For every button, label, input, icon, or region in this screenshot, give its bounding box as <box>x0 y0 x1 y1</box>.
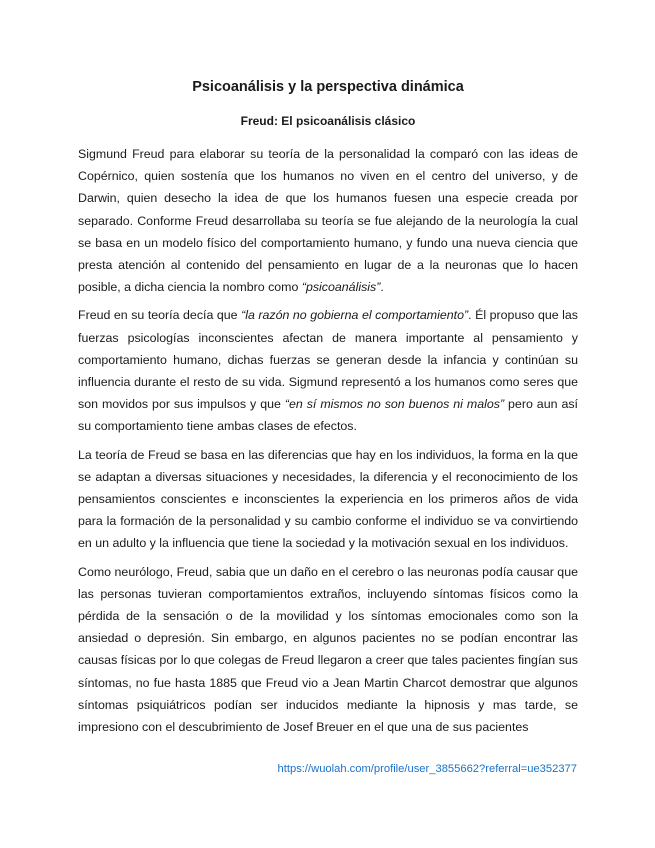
paragraph-4-part-1: Como neurólogo, Freud, sabia que un daño en el cerebro o las neuronas podía causar que las personas tuvieran comportamientos extraños, incluyendo síntomas físicos como la pérdida de la sensación o de la movilidad y los síntomas emocionales como son la ansiedad o depresión. Sin embargo, en algunos pacientes no se podían encontrar las causas físicas por lo que colegas de Freud llegaron a creer que tales pacientes fingían sus síntomas, no fue hasta 1885 que Freud vio a Jean Martin Charcot demostrar que algunos síntomas psiquiátricos podían ser inducidos mediante la hipnosis y mas tarde, se impresiono con el descubrimiento de Josef Breuer en el que una de sus pacientes <box>78 564 578 735</box>
paragraph-1-part-1: Sigmund Freud para elaborar su teoría de la personalidad la comparó con las ideas de Copérnico, quien sostenía que los humanos no viven en el centro del universo, y de Darwin, quien desecho la idea de que los humanos fuesen una especie creada por separado. Conforme Freud desarrollaba su teoría se fue alejando de la neurología la cual se basa en un modelo físico del comportamiento humano, y fundo una nueva ciencia que presta atención al contenido del pensamiento en lugar de a la neuronas que lo hacen posible, a dicha ciencia la nombro como <box>78 147 578 295</box>
paragraph-2-part-1: Freud en su teoría decía que <box>78 308 242 323</box>
document-subtitle: Freud: El psicoanálisis clásico <box>240 114 416 128</box>
paragraph-3-part-1: La teoría de Freud se basa en las diferencias que hay en los individuos, la forma en la que se adaptan a diversas situaciones y necesidades, la diferencia y el reconocimiento de los pensamientos conscientes e inconscientes la experiencia en los primeros años de vida para la formación de la personalidad y su cambio conforme el individuo se va convirtiendo en un adulto y la influencia que tiene la sociedad y la motivación sexual en los individuos. <box>78 447 578 551</box>
paragraph-2-part-3: . Él propuso que las fuerzas psicologías inconscientes afectan de manera importante al pensamiento y comportamiento humano, dichas fuerzas se generan desde la infancia y continúan su influencia durante el resto de su vida. Sigmund representó a los humanos como seres que son movidos por sus impulsos y que <box>78 308 578 412</box>
paragraph-1-part-2: “psicoanálisis” <box>301 280 381 295</box>
paragraph-4 <box>78 561 578 739</box>
paragraph-3 <box>78 444 578 555</box>
paragraph-1-part-3: . <box>380 280 384 295</box>
paragraph-2-part-2: “la razón no gobierna el comportamiento” <box>241 308 469 323</box>
document-page <box>78 78 578 744</box>
referral-link[interactable]: https://wuolah.com/profile/user_3855662?referral=ue352377 <box>277 763 577 775</box>
document-title: Psicoanálisis y la perspectiva dinámica <box>192 79 464 95</box>
paragraph-2-part-4: “en sí mismos no son buenos ni malos” <box>284 397 505 412</box>
paragraph-2 <box>78 304 578 437</box>
paragraph-2-part-5: pero aun así su comportamiento tiene ambas clases de efectos. <box>78 397 578 434</box>
paragraph-1 <box>78 143 578 298</box>
